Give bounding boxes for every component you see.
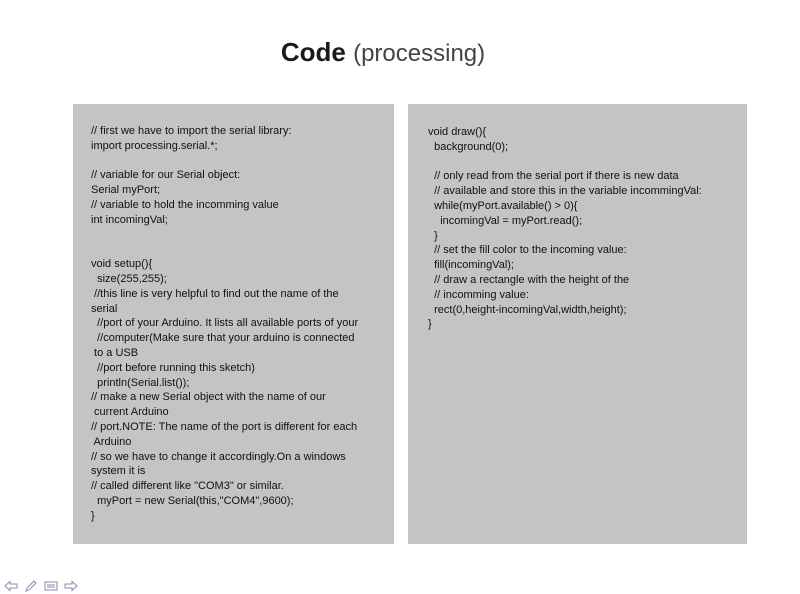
code-line: println(Serial.list()); [91, 376, 190, 389]
code-line: myPort = new Serial(this,"COM4",9600); [91, 494, 294, 507]
code-line [91, 242, 358, 257]
code-line: } [428, 318, 432, 331]
code-line [91, 228, 358, 243]
code-line [91, 154, 358, 169]
code-line: while(myPort.available() > 0){ [428, 199, 578, 212]
code-line: } [428, 229, 438, 242]
code-line: rect(0,height-incomingVal,width,height); [428, 303, 627, 316]
pencil-icon[interactable] [24, 579, 38, 593]
code-line: current Arduino [91, 406, 169, 419]
code-line: serial [91, 302, 118, 315]
code-line: Serial myPort; [91, 184, 161, 197]
code-line: // variable to hold the incomming value [91, 198, 279, 211]
code-line: void draw(){ [428, 126, 487, 138]
arrow-left-icon[interactable] [4, 579, 18, 593]
slide-title-main: Code [280, 37, 346, 67]
code-line: //computer(Make sure that your arduino is connected [91, 332, 355, 345]
code-line: // variable for our Serial object: [91, 169, 241, 182]
code-line: size(255,255); [91, 272, 167, 285]
code-line: incomingVal = myPort.read(); [428, 214, 583, 227]
code-line: Arduino [91, 435, 132, 448]
code-panel-draw [408, 104, 747, 544]
code-line: // first we have to import the serial library: [91, 125, 292, 137]
code-line: //this line is very helpful to find out the name of the [91, 287, 339, 300]
code-line: // so we have to change it accordingly.On a windows [91, 450, 346, 463]
menu-icon[interactable] [44, 579, 58, 593]
code-line: } [91, 509, 95, 522]
code-line: fill(incomingVal); [428, 259, 514, 272]
code-line: // port.NOTE: The name of the port is different for each [91, 420, 358, 433]
slide-title-sub: (processing) [353, 40, 486, 67]
arrow-right-icon[interactable] [64, 579, 78, 593]
code-line: // draw a rectangle with the height of the [428, 273, 630, 286]
code-line: int incomingVal; [91, 213, 168, 226]
code-line: // available and store this in the variable incommingVal: [428, 185, 702, 198]
code-panel-setup [73, 104, 394, 544]
code-line: system it is [91, 465, 146, 478]
code-line: void setup(){ [91, 258, 153, 271]
code-line: // only read from the serial port if there is new data [428, 170, 679, 183]
code-line: background(0); [428, 140, 509, 153]
code-line: // make a new Serial object with the name of our [91, 391, 326, 404]
code-line: // set the fill color to the incoming value: [428, 244, 627, 257]
code-listing-draw [428, 125, 702, 332]
code-line: //port of your Arduino. It lists all available ports of your [91, 317, 359, 330]
code-line: to a USB [91, 346, 139, 359]
code-line: import processing.serial.*; [91, 139, 218, 152]
code-line: // called different like "COM3" or similar. [91, 480, 284, 493]
code-line: //port before running this sketch) [91, 361, 255, 374]
slide-title [0, 36, 766, 70]
code-line [428, 155, 702, 170]
code-listing-setup [91, 124, 358, 524]
code-line: // incomming value: [428, 288, 529, 301]
